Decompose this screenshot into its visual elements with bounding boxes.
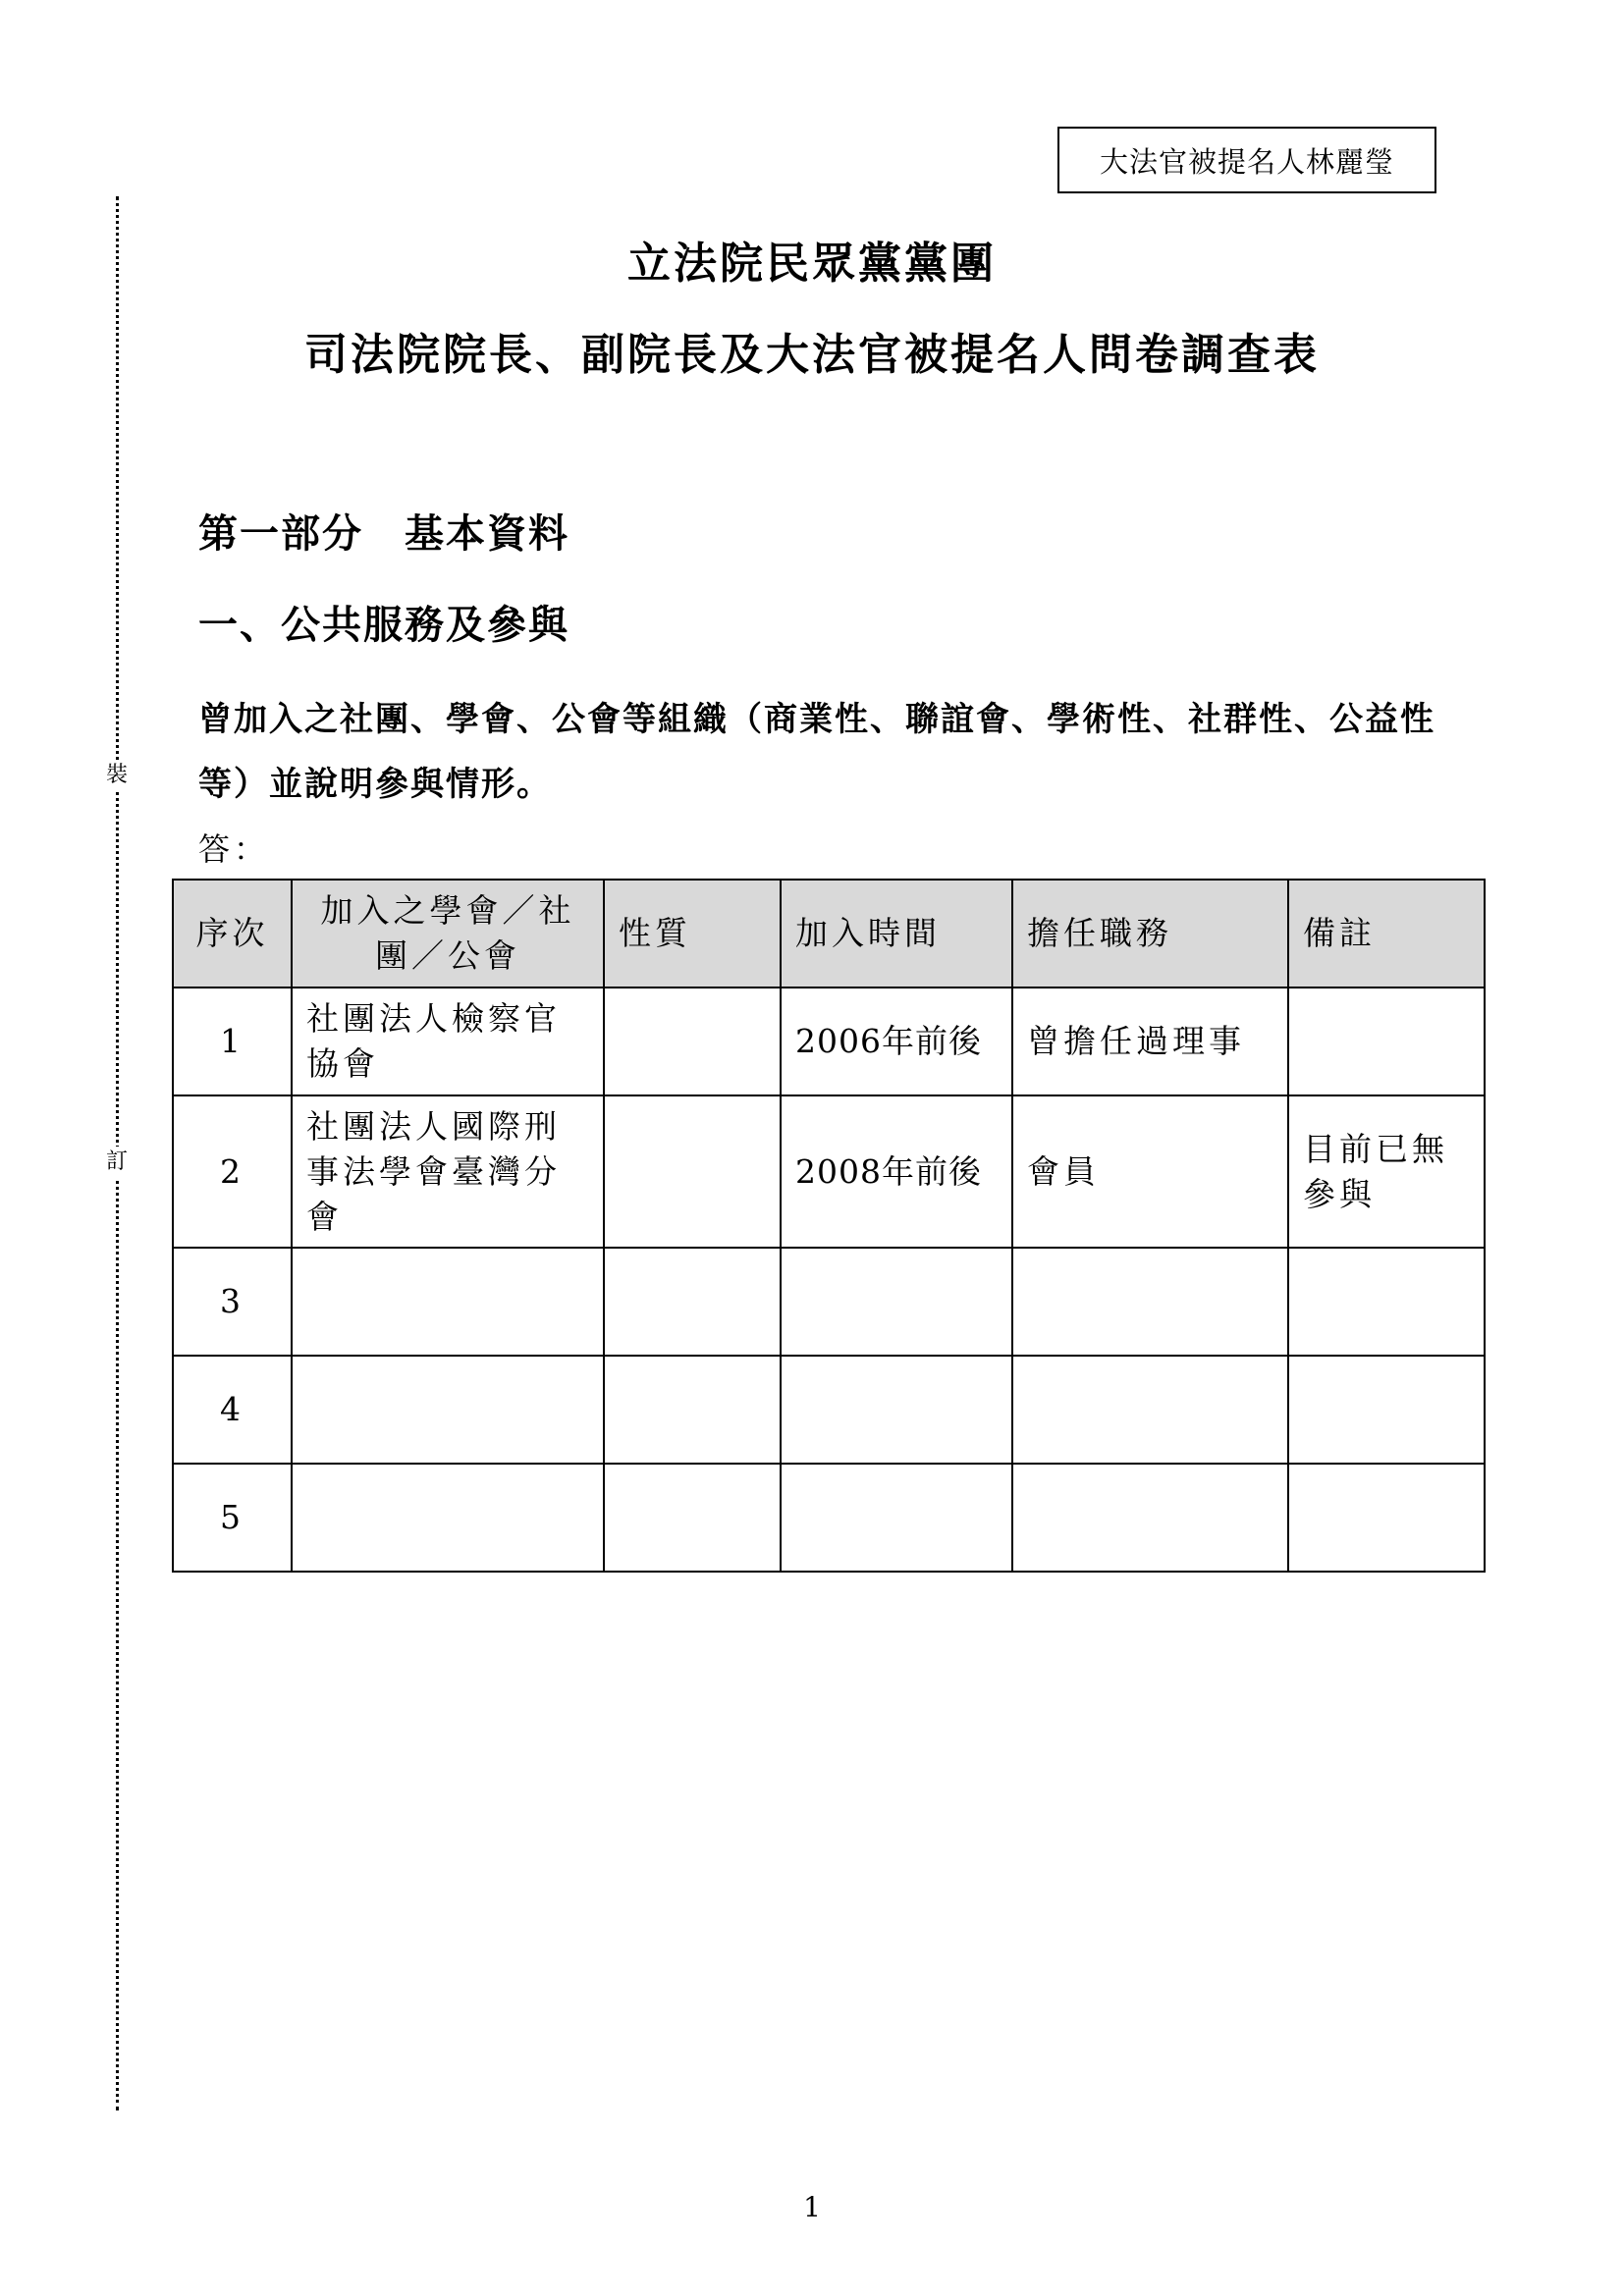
binding-mark-ding: 訂 xyxy=(101,1147,133,1178)
cell-index: 1 xyxy=(173,988,292,1095)
cell-position xyxy=(1012,1356,1288,1464)
cell-join-time xyxy=(781,1356,1012,1464)
cell-index: 2 xyxy=(173,1095,292,1248)
question-text: 曾加入之社團、學會、公會等組織（商業性、聯誼會、學術性、社群性、公益性等）並說明參與情形。 xyxy=(198,700,1435,804)
binding-mark-zhuang: 裝 xyxy=(101,760,133,791)
cell-remarks xyxy=(1288,1356,1485,1464)
cell-nature xyxy=(604,1464,781,1572)
cell-remarks: 目前已無參與 xyxy=(1288,1095,1485,1248)
document-subtitle: 司法院院長、副院長及大法官被提名人問卷調查表 xyxy=(304,330,1320,380)
cell-index: 3 xyxy=(173,1248,292,1356)
header-join-time: 加入時間 xyxy=(781,880,1012,988)
cell-remarks xyxy=(1288,1248,1485,1356)
table-row xyxy=(173,988,1485,1095)
cell-nature xyxy=(604,988,781,1095)
cell-remarks xyxy=(1288,988,1485,1095)
header-remarks: 備註 xyxy=(1288,880,1485,988)
cell-nature xyxy=(604,1095,781,1248)
cell-remarks xyxy=(1288,1464,1485,1572)
header-position: 擔任職務 xyxy=(1012,880,1288,988)
cell-organization xyxy=(292,1464,604,1572)
nominee-label-box xyxy=(1057,127,1436,193)
header-nature: 性質 xyxy=(604,880,781,988)
cell-position xyxy=(1012,1464,1288,1572)
cell-position: 會員 xyxy=(1012,1095,1288,1248)
cell-position xyxy=(1012,1248,1288,1356)
organizations-table xyxy=(172,879,1486,1573)
table-row xyxy=(173,1248,1485,1356)
section-heading: 一、公共服務及參與 xyxy=(198,602,569,648)
cell-index: 5 xyxy=(173,1464,292,1572)
cell-nature xyxy=(604,1356,781,1464)
table-row xyxy=(173,1356,1485,1464)
answer-label: 答： xyxy=(198,830,270,868)
part-heading: 第一部分 基本資料 xyxy=(198,510,569,557)
header-index: 序次 xyxy=(173,880,292,988)
nominee-label: 大法官被提名人林麗瑩 xyxy=(1099,144,1394,179)
cell-index: 4 xyxy=(173,1356,292,1464)
cell-join-time xyxy=(781,1464,1012,1572)
cell-join-time: 2008年前後 xyxy=(781,1095,1012,1248)
cell-join-time: 2006年前後 xyxy=(781,988,1012,1095)
cell-position: 曾擔任過理事 xyxy=(1012,988,1288,1095)
cell-organization xyxy=(292,1248,604,1356)
page-number: 1 xyxy=(803,2191,821,2223)
table-header-row xyxy=(173,880,1485,988)
cell-nature xyxy=(604,1248,781,1356)
header-organization: 加入之學會／社團／公會 xyxy=(292,880,604,988)
table-row xyxy=(173,1095,1485,1248)
table-row xyxy=(173,1464,1485,1572)
cell-organization xyxy=(292,1356,604,1464)
cell-organization: 社團法人國際刑事法學會臺灣分會 xyxy=(292,1095,604,1248)
cell-join-time xyxy=(781,1248,1012,1356)
cell-organization: 社團法人檢察官協會 xyxy=(292,988,604,1095)
document-title: 立法院民眾黨黨團 xyxy=(627,239,997,289)
